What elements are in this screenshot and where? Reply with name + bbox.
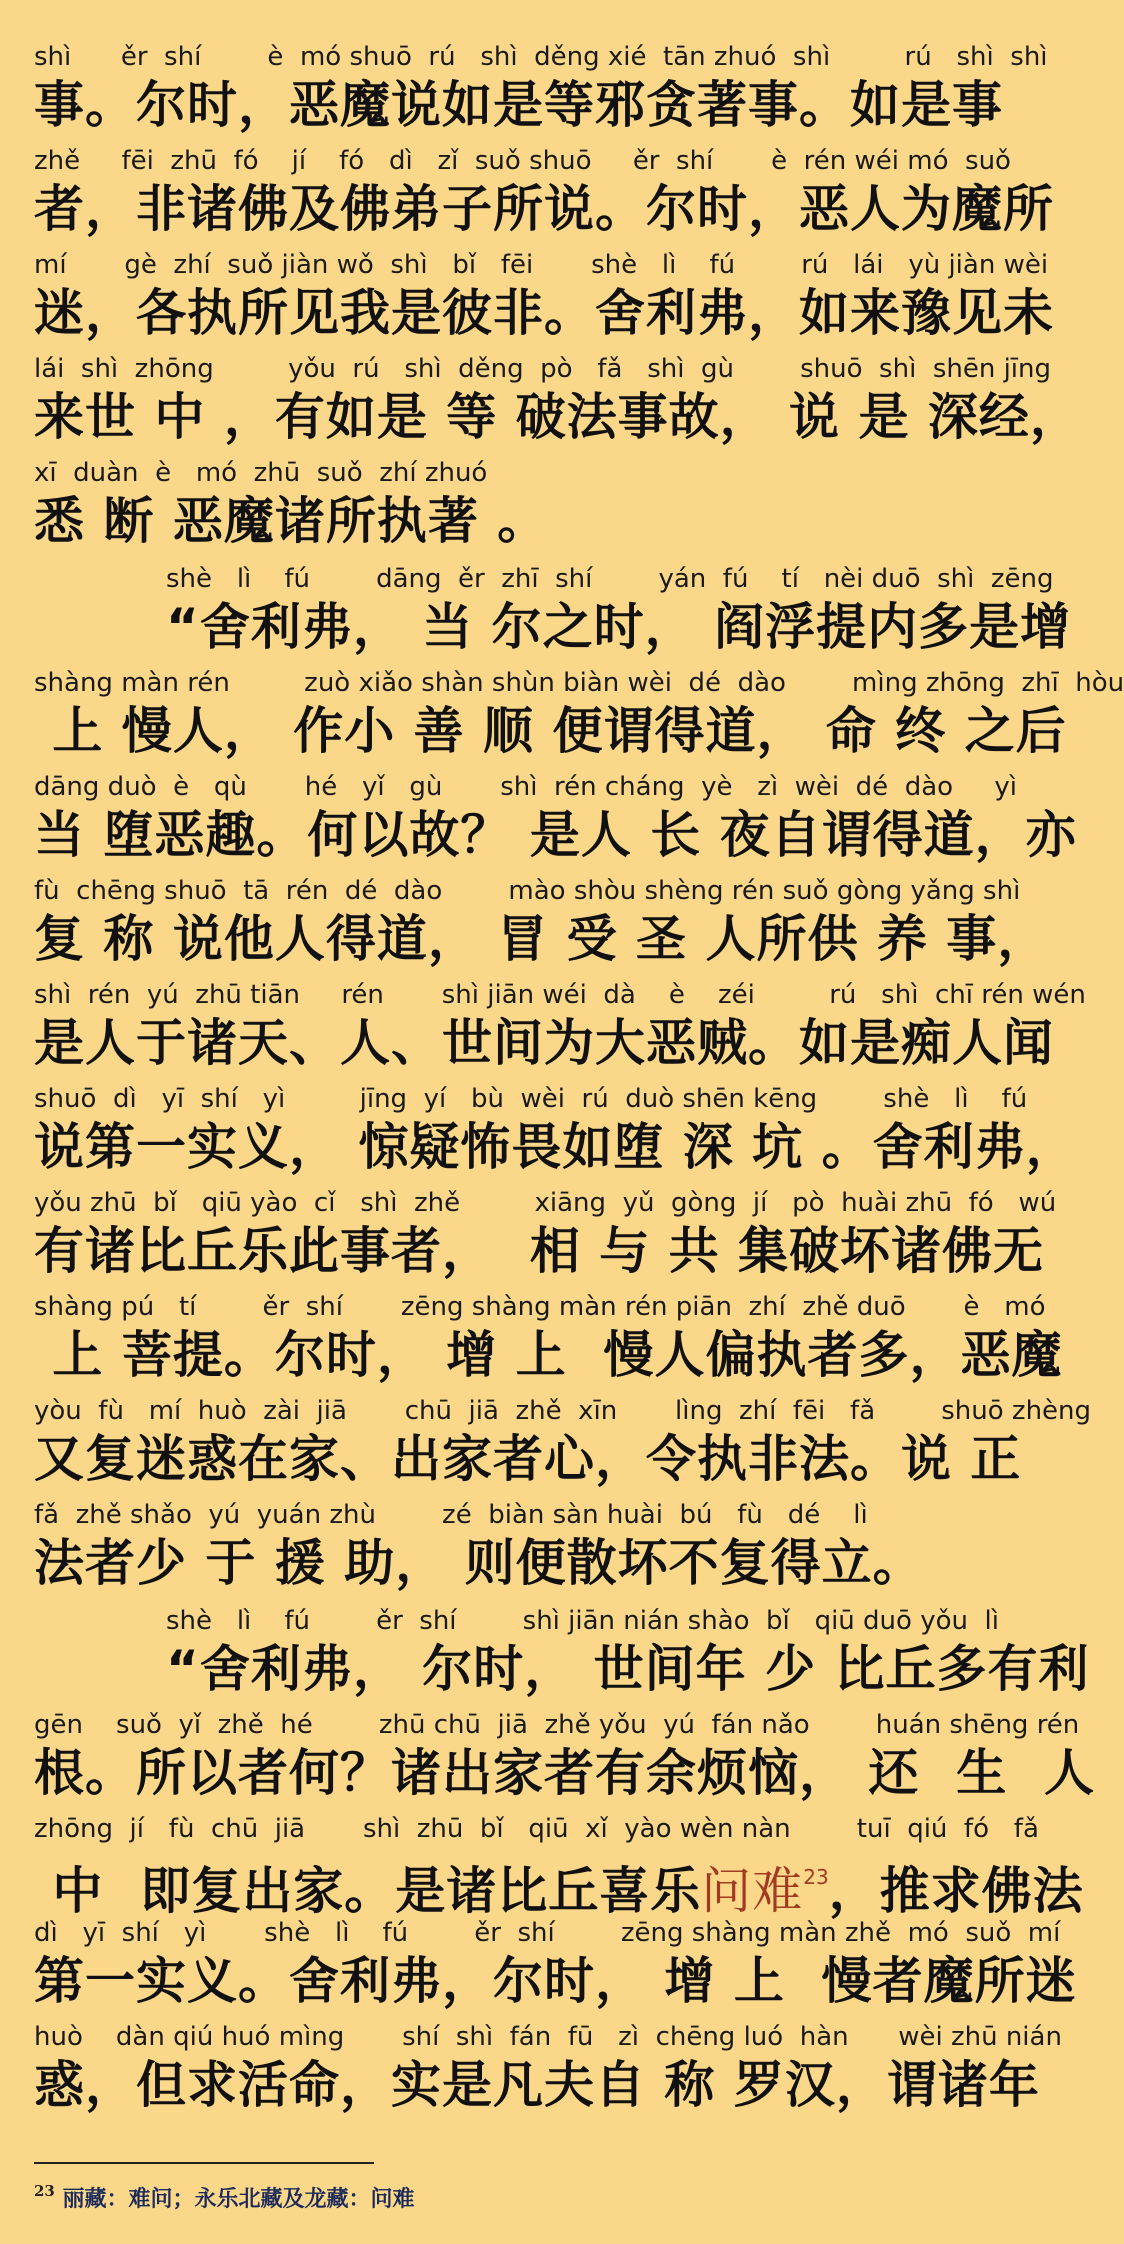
pinyin-annotation: mí gè zhí suǒ jiàn wǒ shì bǐ fēi shè lì fú rú lái yù jiàn wèi xyxy=(34,250,1049,280)
text-line xyxy=(34,978,1086,1082)
chinese-text-head: 中 即复出家。是诸比丘喜乐 xyxy=(34,1862,702,1920)
chinese-text: “舍利弗， 尔时， 世间年 少 比丘多有利 xyxy=(166,1640,1090,1698)
chinese-text: 有诸比丘乐此事者， 相 与 共 集破坏诸佛无 xyxy=(34,1222,1045,1280)
chinese-text: 事。尔时，恶魔说如是等邪贪著事。如是事 xyxy=(34,76,1003,134)
chinese-text: 又复迷惑在家、出家者心，令执非法。说 正 xyxy=(34,1430,1022,1488)
chinese-text xyxy=(34,1846,1084,1922)
pinyin-annotation: fù chēng shuō tā rén dé dào mào shòu shèng rén suǒ gòng yǎng shì xyxy=(34,876,1021,906)
chinese-text: 第一实义。舍利弗，尔时， 增 上 慢者魔所迷 xyxy=(34,1952,1077,2010)
pinyin-annotation: zhōng jí fù chū jiā shì zhū bǐ qiū xǐ yào wèn nàn tuī qiú fó fǎ xyxy=(34,1814,1039,1844)
footnote-text: 丽藏：难问；永乐北藏及龙藏：问难 xyxy=(62,2186,415,2212)
paragraph-start-line xyxy=(166,1604,1090,1708)
pinyin-annotation: lái shì zhōng yǒu rú shì děng pò fǎ shì gù shuō shì shēn jīng xyxy=(34,354,1052,384)
text-line xyxy=(34,1916,1077,2020)
text-line xyxy=(34,144,1054,248)
text-line xyxy=(34,248,1054,352)
pinyin-annotation: huò dàn qiú huó mìng shí shì fán fū zì chēng luó hàn wèi zhū nián xyxy=(34,2022,1062,2052)
chinese-text: 者，非诸佛及佛弟子所说。尔时，恶人为魔所 xyxy=(34,180,1054,238)
pinyin-annotation: shàng màn rén zuò xiǎo shàn shùn biàn wèi dé dào mìng zhōng zhī hòu xyxy=(34,668,1124,698)
pinyin-annotation: dì yī shí yì shè lì fú ěr shí zēng shàng màn zhě mó suǒ mí xyxy=(34,1918,1061,1948)
chinese-text: 复 称 说他人得道， 冒 受 圣 人所供 养 事， xyxy=(34,910,1049,968)
text-line xyxy=(34,1812,1084,1920)
pinyin-annotation: shàng pú tí ěr shí zēng shàng màn rén piān zhí zhě duō è mó xyxy=(34,1292,1046,1322)
chinese-text: 来世 中 ，有如是 等 破法事故， 说 是 深经， xyxy=(34,388,1081,446)
paragraph-start-line xyxy=(166,562,1072,666)
text-line xyxy=(34,2020,1062,2124)
chinese-text: 是人于诸天、人、世间为大恶贼。如是痴人闻 xyxy=(34,1014,1054,1072)
pinyin-annotation: yòu fù mí huò zài jiā chū jiā zhě xīn lìng zhí fēi fǎ shuō zhèng xyxy=(34,1396,1092,1426)
text-line xyxy=(34,1394,1092,1498)
text-line xyxy=(34,666,1124,770)
pinyin-annotation: gēn suǒ yǐ zhě hé zhū chū jiā zhě yǒu yú fán nǎo huán shēng rén xyxy=(34,1710,1080,1740)
text-line xyxy=(34,1082,1077,1186)
pinyin-annotation: shì ěr shí è mó shuō rú shì děng xié tān zhuó shì rú shì shì xyxy=(34,42,1048,72)
text-line xyxy=(34,1708,1096,1812)
chinese-text: 悉 断 恶魔诸所执著 。 xyxy=(34,492,549,550)
footnote xyxy=(34,2176,1034,2214)
footnote-number: 23 xyxy=(34,2182,55,2200)
pinyin-annotation: fǎ zhě shǎo yú yuán zhù zé biàn sàn huài bú fù dé lì xyxy=(34,1500,868,1530)
text-line xyxy=(34,1186,1057,1290)
text-line xyxy=(34,1290,1063,1394)
pinyin-annotation: shuō dì yī shí yì jīng yí bù wèi rú duò shēn kēng shè lì fú xyxy=(34,1084,1028,1114)
pinyin-annotation: dāng duò è qù hé yǐ gù shì rén cháng yè zì wèi dé dào yì xyxy=(34,772,1017,802)
chinese-text-tail: ，推求佛法 xyxy=(828,1862,1084,1920)
chinese-text: 上 慢人， 作小 善 顺 便谓得道， 命 终 之后 xyxy=(34,702,1067,760)
chinese-text: 上 菩提。尔时， 增 上 慢人偏执者多，恶魔 xyxy=(34,1326,1063,1384)
chinese-text: 迷，各执所见我是彼非。舍利弗，如来豫见未 xyxy=(34,284,1054,342)
chinese-text: 根。所以者何？诸出家者有余烦恼， 还 生 人 xyxy=(34,1744,1096,1802)
pinyin-annotation: xī duàn è mó zhū suǒ zhí zhuó xyxy=(34,458,488,488)
text-line xyxy=(34,352,1081,456)
text-line xyxy=(34,40,1054,144)
text-line xyxy=(34,1498,1054,1602)
footnote-term: 问难 xyxy=(701,1862,804,1920)
pinyin-annotation: yǒu zhū bǐ qiū yào cǐ shì zhě xiāng yǔ gòng jí pò huài zhū fó wú xyxy=(34,1188,1057,1218)
footnote-divider xyxy=(34,2162,374,2164)
pinyin-annotation: shè lì fú dāng ěr zhī shí yán fú tí nèi duō shì zēng xyxy=(166,564,1054,594)
text-line xyxy=(34,874,1054,978)
pinyin-annotation: shì rén yú zhū tiān rén shì jiān wéi dà è zéi rú shì chī rén wén xyxy=(34,980,1086,1010)
pinyin-annotation: zhě fēi zhū fó jí fó dì zǐ suǒ shuō ěr shí è rén wéi mó suǒ xyxy=(34,146,1011,176)
chinese-text: 惑，但求活命，实是凡夫自 称 罗汉，谓诸年 xyxy=(34,2056,1040,2114)
footnote-reference[interactable]: 23 xyxy=(803,1865,829,1889)
chinese-text: 法者少 于 援 助， 则便散坏不复得立。 xyxy=(34,1534,924,1592)
text-line xyxy=(34,456,1054,560)
chinese-text: 当 堕恶趣。何以故？ 是人 长 夜自谓得道，亦 xyxy=(34,806,1077,864)
chinese-text: “舍利弗， 当 尔之时， 阎浮提内多是增 xyxy=(166,598,1072,656)
pinyin-annotation: shè lì fú ěr shí shì jiān nián shào bǐ qiū duō yǒu lì xyxy=(166,1606,999,1636)
chinese-text: 说第一实义， 惊疑怖畏如堕 深 坑 。舍利弗， xyxy=(34,1118,1077,1176)
text-line xyxy=(34,770,1077,874)
